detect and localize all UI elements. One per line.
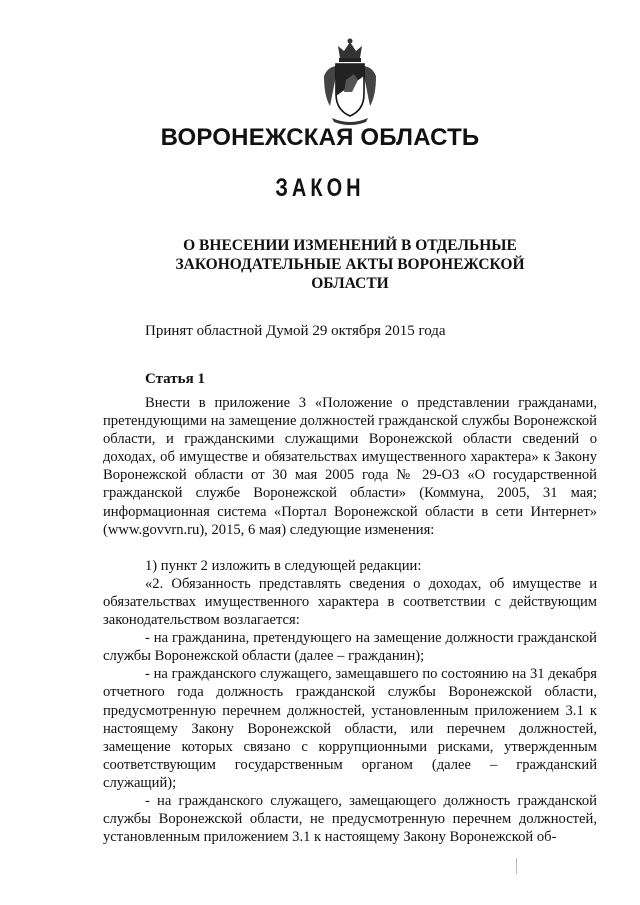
paragraph: - на гражданского служащего, замещающего должность гражданской службы Воронежской области, не предусмотренную перечнем должностей, установленным приложением 3.1 к настоящему Закону Воронежской об-: [103, 792, 597, 846]
document-type: ЗАКОН: [275, 174, 365, 202]
law-title-line: ОБЛАСТИ: [311, 275, 389, 292]
paragraph: 1) пункт 2 изложить в следующей редакции:: [145, 557, 422, 574]
law-title: [150, 236, 550, 293]
scan-mark: [516, 858, 517, 874]
paragraph: - на гражданского служащего, замещавшего по состоянию на 31 декабря отчетного года должность гражданской службы Воронежской области, предусмотренную перечнем должностей, установленным приложением 3.1 к настоящему Закону Воронежской области, или перечнем должностей, замещение которых связано с коррупционными рисками, утвержденным соответствующим государственным органом (далее – гражданский служащий);: [103, 666, 597, 791]
law-title-line: О ВНЕСЕНИИ ИЗМЕНЕНИЙ В ОТДЕЛЬНЫЕ: [183, 237, 517, 254]
article-heading: Статья 1: [145, 371, 205, 387]
paragraph: - на гражданина, претендующего на замещение должности гражданской службы Воронежской области (далее – гражданин);: [103, 630, 597, 665]
paragraph: «2. Обязанность представлять сведения о доходах, об имуществе и обязательствах имущественного характера в соответствии с действующим законодательством возлагается:: [103, 575, 597, 629]
article-body: [103, 394, 597, 846]
paragraph: Внести в приложение 3 «Положение о представлении гражданами, претендующими на замещение должностей гражданской службы Воронежской области, и гражданскими служащими Воронежской области сведений о доходах, об имуществе и обязательствах имущественного характера» к Закону Воронежской области от 30 мая 2005 года № 29-ОЗ «О государственной гражданской службе Воронежской области» (Коммуна, 2005, 31 мая; информационная система «Портал Воронежской области в сети Интернет» (www.govvrn.ru), 2015, 6 мая) следующие изменения:: [103, 395, 597, 538]
adoption-date: Принят областной Думой 29 октября 2015 года: [145, 323, 446, 339]
law-title-line: ЗАКОНОДАТЕЛЬНЫЕ АКТЫ ВОРОНЕЖСКОЙ: [175, 256, 525, 273]
region-name: ВОРОНЕЖСКАЯ ОБЛАСТЬ: [160, 124, 480, 151]
coat-of-arms-icon: [318, 36, 382, 128]
